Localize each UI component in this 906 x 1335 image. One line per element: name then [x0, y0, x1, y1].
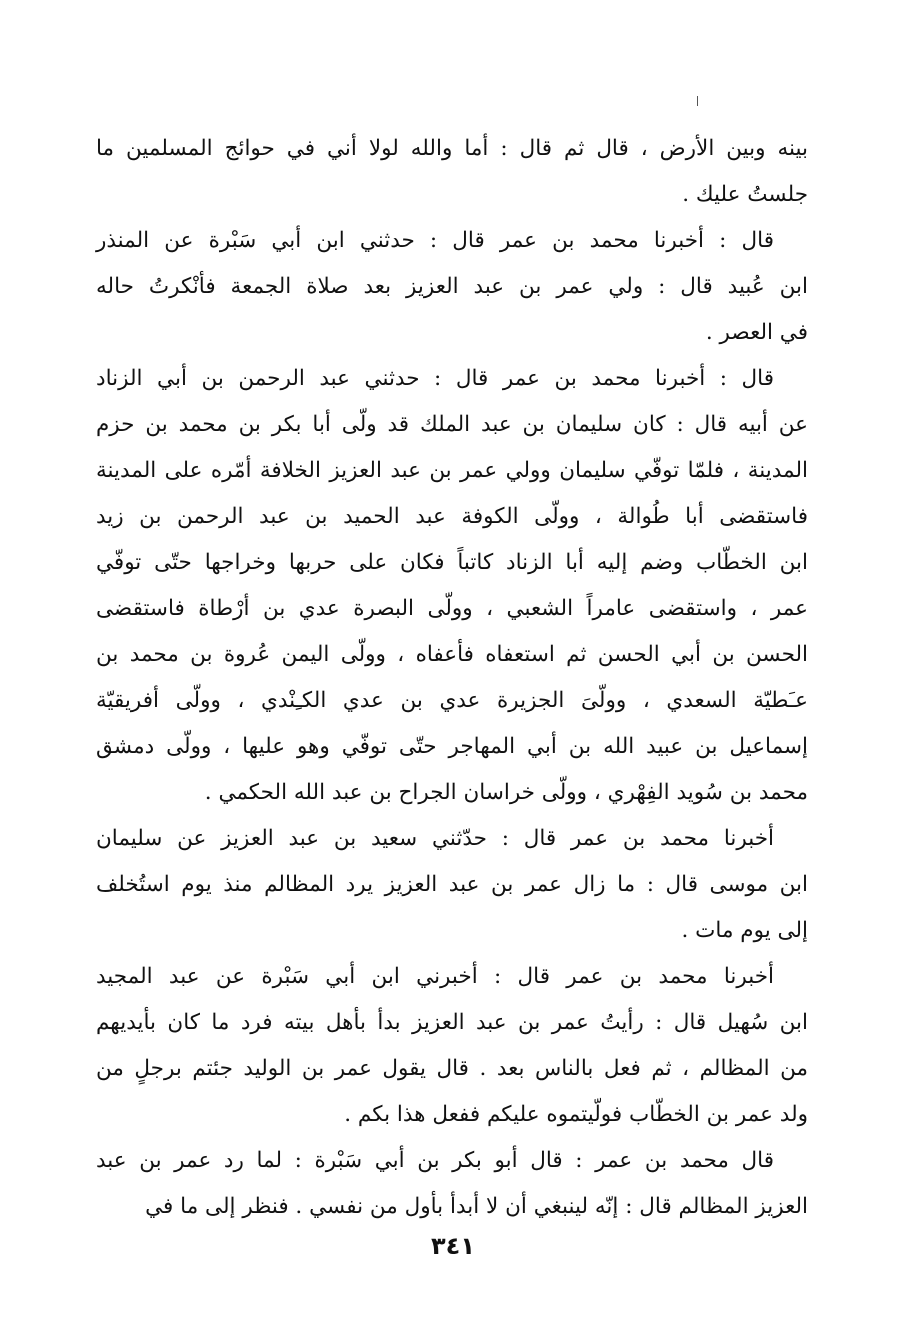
text-line: المدينة ، فلمّا توفّي سليمان وولي عمر بن عبد العزيز الخلافة أمّره على المدينة [96, 458, 808, 483]
paragraph [96, 954, 808, 1138]
paragraph [96, 1138, 808, 1230]
text-line: بينه وبين الأرض ، قال ثم قال : أما والله لولا أني في حوائج المسلمين ما [96, 136, 808, 161]
text-line: جلستُ عليك . [682, 182, 808, 207]
text-line: من المظالم ، ثم فعل بالناس بعد . قال يقول عمر بن الوليد جئتم برجلٍ من [96, 1056, 808, 1081]
paragraph [96, 356, 808, 816]
text-line: أخبرنا محمد بن عمر قال : حدّثني سعيد بن عبد العزيز عن سليمان [96, 826, 774, 851]
page-number: ٣٤١ [431, 1232, 475, 1260]
text-line: ابن سُهيل قال : رأيتُ عمر بن عبد العزيز بدأ بأهل بيته فرد ما كان بأيديهم [96, 1010, 808, 1035]
text-line: فاستقضى أبا طُوالة ، وولّى الكوفة عبد الحميد بن عبد الرحمن بن زيد [96, 504, 808, 529]
text-line: في العصر . [705, 320, 808, 345]
text-line: ابن الخطّاب وضم إليه أبا الزناد كاتباً فكان على حربها وخراجها حتّى توفّي [96, 550, 808, 575]
text-line: ابن موسى قال : ما زال عمر بن عبد العزيز يرد المظالم منذ يوم استُخلف [96, 872, 808, 897]
text-line: الحسن بن أبي الحسن ثم استعفاه فأعفاه ، وولّى اليمن عُروة بن محمد بن [96, 642, 808, 667]
text-line: العزيز المظالم قال : إنّه لينبغي أن لا أبدأ بأول من نفسي . فنظر إلى ما في [145, 1194, 808, 1219]
text-line: إسماعيل بن عبيد الله بن أبي المهاجر حتّى توفّي وهو عليها ، وولّى دمشق [96, 734, 808, 759]
paragraph [96, 816, 808, 954]
text-line: محمد بن سُويد الفِهْري ، وولّى خراسان الجراح بن عبد الله الحكمي . [204, 780, 808, 805]
text-line: عمر ، واستقضى عامراً الشعبي ، وولّى البصرة عدي بن أرْطاة فاستقضى [96, 596, 808, 621]
text-line: ولد عمر بن الخطّاب فولّيتموه عليكم ففعل هذا بكم . [344, 1102, 808, 1127]
text-line: عن أبيه قال : كان سليمان بن عبد الملك قد ولّى أبا بكر بن محمد بن حزم [96, 412, 808, 437]
text-line: أخبرنا محمد بن عمر قال : أخبرني ابن أبي سَبْرة عن عبد المجيد [96, 964, 774, 989]
text-line: قال : أخبرنا محمد بن عمر قال : حدثني عبد الرحمن بن أبي الزناد [96, 366, 774, 391]
paragraph [96, 126, 808, 218]
paragraph [96, 218, 808, 356]
ink-mark [697, 96, 698, 106]
text-line: قال : أخبرنا محمد بن عمر قال : حدثني ابن أبي سَبْرة عن المنذر [96, 228, 774, 253]
text-line: ابن عُبيد قال : ولي عمر بن عبد العزيز بعد صلاة الجمعة فأنْكرتُ حاله [96, 274, 808, 299]
document-body [96, 126, 808, 1230]
text-line: عـَطيّة السعدي ، وولّىَ الجزيرة عدي بن عدي الكـِنْدي ، وولّى أفريقيّة [96, 688, 808, 713]
text-line: قال محمد بن عمر : قال أبو بكر بن أبي سَبْرة : لما رد عمر بن عبد [96, 1148, 774, 1173]
text-line: إلى يوم مات . [681, 918, 808, 943]
